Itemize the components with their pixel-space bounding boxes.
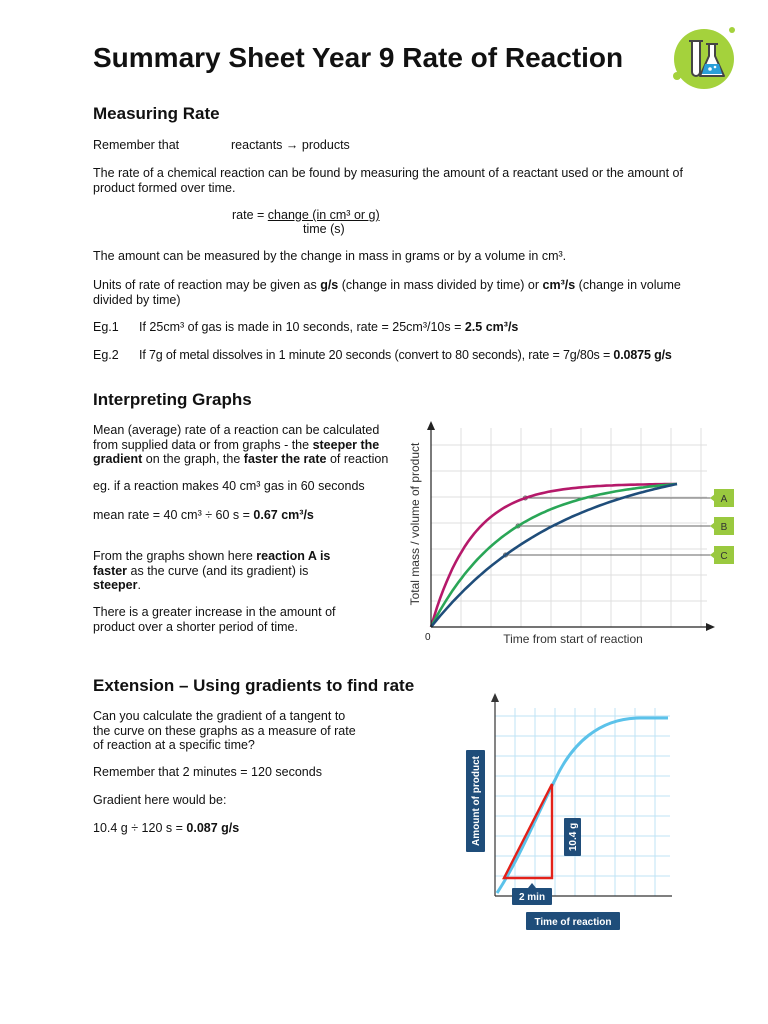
page-title: Summary Sheet Year 9 Rate of Reaction (93, 42, 624, 73)
mean-rate-calculation (93, 508, 314, 523)
y-axis-label-box (466, 750, 485, 852)
dx-label: 2 min (518, 892, 546, 903)
measuring-rate-heading: Measuring Rate (93, 104, 220, 123)
text: . (137, 578, 141, 592)
example-1-body: If 25cm³ of gas is made in 10 seconds, rate = 25cm³/10s = (139, 320, 465, 334)
dy-label-box (564, 818, 581, 856)
faster-rate-text: faster the rate (243, 452, 327, 466)
text: of reaction (326, 452, 389, 466)
flask-logo-icon (668, 24, 740, 94)
steeper-text: steeper (93, 578, 138, 592)
units-gs: g/s (320, 278, 339, 292)
mean-rate-answer: 0.67 cm³/s (253, 508, 314, 522)
example-2-text (139, 348, 672, 363)
tangent-triangle (504, 784, 552, 878)
example-1-text (139, 320, 518, 335)
steeper-gradient-text: steeper the gradient (93, 437, 380, 466)
x-axis-label: Time of reaction (534, 917, 612, 928)
example-1-answer: 2.5 cm³/s (464, 320, 519, 334)
chart-grid (495, 708, 670, 896)
text: 10.4 g ÷ 120 s = (93, 821, 187, 835)
minutes-reminder: Remember that 2 minutes = 120 seconds (93, 765, 322, 779)
gradient-label: Gradient here would be: (93, 793, 227, 807)
rate-definition-paragraph: The rate of a chemical reaction can be found by measuring the amount of a reactant used or the amount of product formed over time. (93, 166, 683, 195)
text: on the graph, the (142, 452, 244, 466)
units-text: Units of rate of reaction may be given as (93, 278, 321, 292)
tangent-gradient-chart (460, 688, 690, 936)
extension-heading: Extension – Using gradients to find rate (93, 676, 415, 695)
gas-example-text: eg. if a reaction makes 40 cm³ gas in 60 seconds (93, 479, 365, 493)
units-cm3s: cm³/s (542, 278, 576, 292)
remember-label: Remember that (93, 138, 180, 152)
chart-legend (710, 489, 734, 564)
greater-increase-paragraph: There is a greater increase in the amount of product over a shorter period of time. (93, 605, 336, 634)
x-axis-label-box (526, 912, 620, 930)
y-axis-arrow (491, 693, 499, 702)
example-2-answer: 0.0875 g/s (613, 348, 672, 362)
x-axis-label: Time from start of reaction (503, 632, 643, 646)
dy-label: 10.4 g (568, 822, 579, 852)
y-axis-arrow (427, 421, 435, 430)
formula-denominator: time (s) (303, 222, 345, 236)
example-2-body: If 7g of metal dissolves in 1 minute 20 seconds (convert to 80 seconds), rate = 7g/80s = (139, 348, 614, 362)
formula-numerator: change (in cm³ or g) (267, 208, 380, 222)
example-2-label: Eg.2 (93, 348, 119, 362)
y-axis-label: Total mass / volume of product (408, 442, 422, 606)
text: From the graphs shown here (93, 549, 257, 563)
legend-label-b: B (720, 522, 728, 533)
text: as the curve (and its gradient) is (127, 563, 309, 578)
formula-lhs: rate = (232, 208, 268, 222)
units-paragraph (93, 278, 718, 307)
dx-label-box (512, 883, 552, 905)
units-text: (change in mass divided by time) or (338, 278, 543, 292)
x-axis-arrow (706, 623, 715, 631)
chart-guides (504, 496, 715, 557)
product-curve (497, 718, 668, 893)
example-1-label: Eg.1 (93, 320, 119, 334)
tangent-question-paragraph: Can you calculate the gradient of a tangent to the curve on these graphs as a measure of rate of reaction at a specific time? (93, 709, 356, 752)
origin-label: 0 (425, 632, 431, 643)
y-axis-label: Amount of product (471, 756, 482, 846)
chart-grid (431, 428, 707, 627)
legend-label-c: C (720, 551, 728, 562)
rate-formula (232, 208, 380, 223)
gradient-calculation (93, 821, 239, 836)
text: mean rate = 40 cm³ ÷ 60 s = (93, 508, 254, 522)
rate-comparison-chart (405, 418, 740, 650)
text: Mean (average) rate of a reaction can be calculated from supplied data or from graphs - the (93, 423, 380, 452)
mean-rate-paragraph (93, 423, 405, 467)
reaction-a-paragraph (93, 549, 338, 593)
legend-label-a: A (720, 494, 728, 505)
units-text: (change in volume divided by time) (93, 278, 681, 307)
gradient-answer: 0.087 g/s (186, 821, 240, 835)
reaction-a-faster-text: reaction A is faster (93, 549, 331, 578)
reaction-equation: reactants → products (231, 138, 350, 152)
measurement-paragraph: The amount can be measured by the change in mass in grams or by a volume in cm³. (93, 249, 567, 263)
interpreting-graphs-heading: Interpreting Graphs (93, 390, 252, 409)
